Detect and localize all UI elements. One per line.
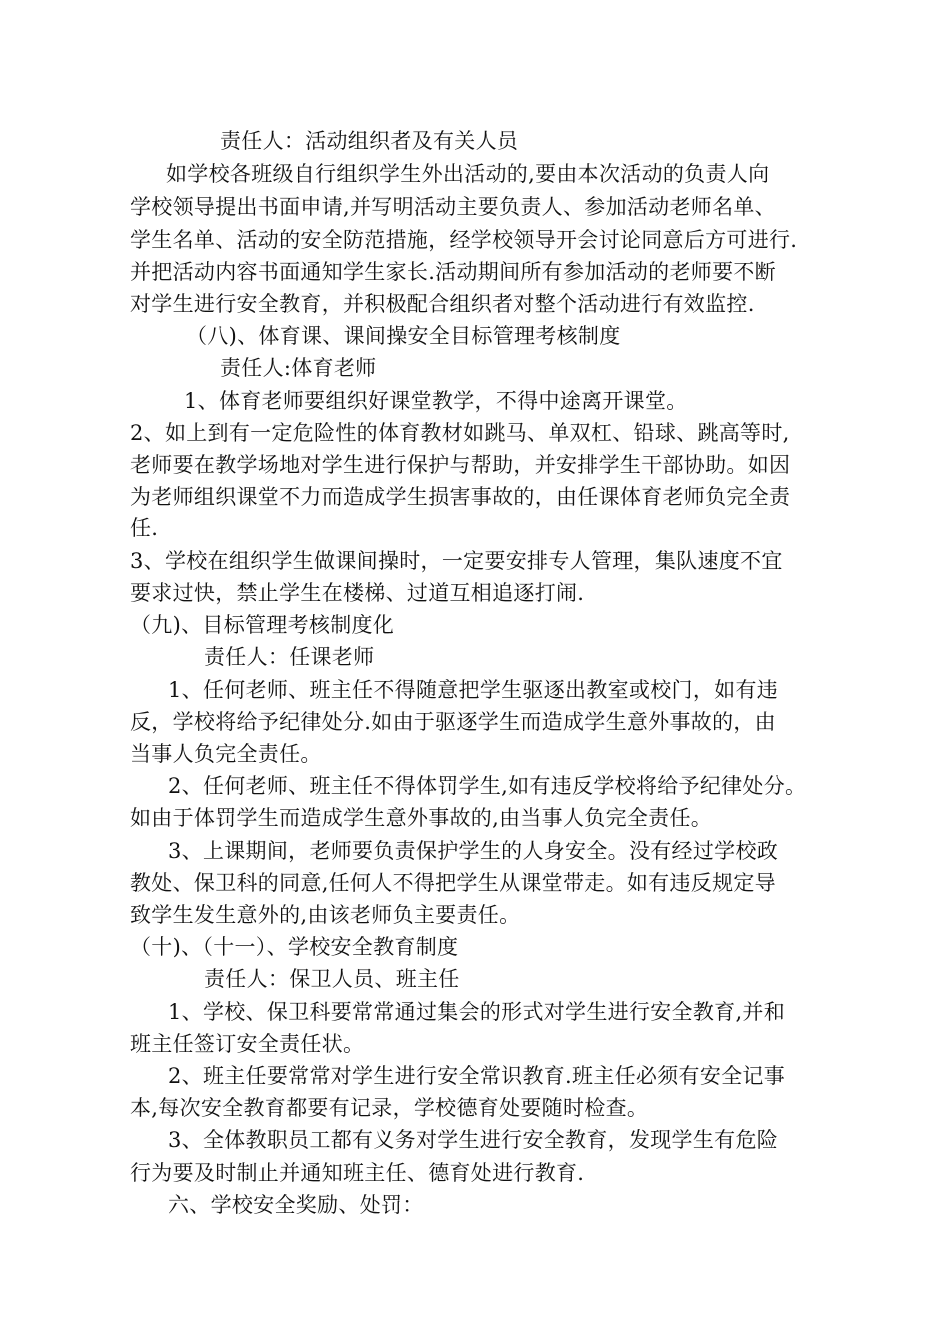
text-line: 本,每次安全教育都要有记录，学校德育处要随时检查。	[130, 1096, 649, 1120]
text-line: 致学生发生意外的,由该老师负主要责任。	[130, 903, 521, 927]
text-line: 如学校各班级自行组织学生外出活动的,要由本次活动的负责人向	[166, 162, 770, 186]
text-line: 当事人负完全责任。	[130, 742, 322, 766]
text-line: 学生名单、活动的安全防范措施，经学校领导开会讨论同意后方可进行.	[130, 228, 798, 252]
text-line: 1、体育老师要组织好课堂教学，不得中途离开课堂。	[184, 389, 688, 413]
text-line: 行为要及时制止并通知班主任、德育处进行教育.	[130, 1161, 585, 1185]
text-line: 为老师组织课堂不力而造成学生损害事故的，由任课体育老师负完全责	[130, 485, 791, 509]
responsible-line: 责任人：保卫人员、班主任	[204, 967, 460, 991]
text-line: 老师要在教学场地对学生进行保护与帮助，并安排学生干部协助。如因	[130, 453, 791, 477]
text-line: 并把活动内容书面通知学生家长.活动期间所有参加活动的老师要不断	[130, 260, 776, 284]
responsible-line: 责任人：任课老师	[204, 645, 375, 669]
text-line: 教处、保卫科的同意,任何人不得把学生从课堂带走。如有违反规定导	[130, 871, 776, 895]
text-line: 任.	[130, 516, 159, 540]
responsible-line: 责任人:体育老师	[220, 356, 377, 380]
text-line: 责任人：活动组织者及有关人员	[220, 129, 519, 153]
text-line: 反，学校将给予纪律处分.如由于驱逐学生而造成学生意外事故的，由	[130, 710, 776, 734]
text-line: 1、学校、保卫科要常常通过集会的形式对学生进行安全教育,并和	[168, 1000, 786, 1024]
text-line: 3、上课期间，老师要负责保护学生的人身安全。没有经过学校政	[168, 839, 779, 863]
text-line: 3、全体教职员工都有义务对学生进行安全教育，发现学生有危险	[168, 1128, 779, 1152]
text-line: 2、班主任要常常对学生进行安全常识教育.班主任必须有安全记事	[168, 1064, 786, 1088]
text-line: 要求过快，禁止学生在楼梯、过道互相追逐打闹.	[130, 581, 585, 605]
text-line: 班主任签订安全责任状。	[130, 1032, 365, 1056]
section-heading: （十)、（十一）、学校安全教育制度	[130, 935, 459, 959]
text-line: 学校领导提出书面申请,并写明活动主要负责人、参加活动老师名单、	[130, 195, 776, 219]
text-line: 3、学校在组织学生做课间操时，一定要安排专人管理，集队速度不宜	[130, 549, 783, 573]
text-line: 2、任何老师、班主任不得体罚学生,如有违反学校将给予纪律处分。	[168, 774, 807, 798]
text-line: 2、如上到有一定危险性的体育教材如跳马、单双杠、铅球、跳高等时,	[130, 421, 790, 445]
text-line: 1、任何老师、班主任不得随意把学生驱逐出教室或校门，如有违	[168, 678, 779, 702]
section-heading: （九)、目标管理考核制度化	[130, 613, 395, 637]
section-heading: 六、学校安全奖励、处罚：	[168, 1193, 424, 1217]
text-line: 对学生进行安全教育，并积极配合组织者对整个活动进行有效监控.	[130, 292, 755, 316]
text-line: 如由于体罚学生而造成学生意外事故的,由当事人负完全责任。	[130, 806, 713, 830]
section-heading: （八)、体育课、课间操安全目标管理考核制度	[186, 324, 621, 348]
